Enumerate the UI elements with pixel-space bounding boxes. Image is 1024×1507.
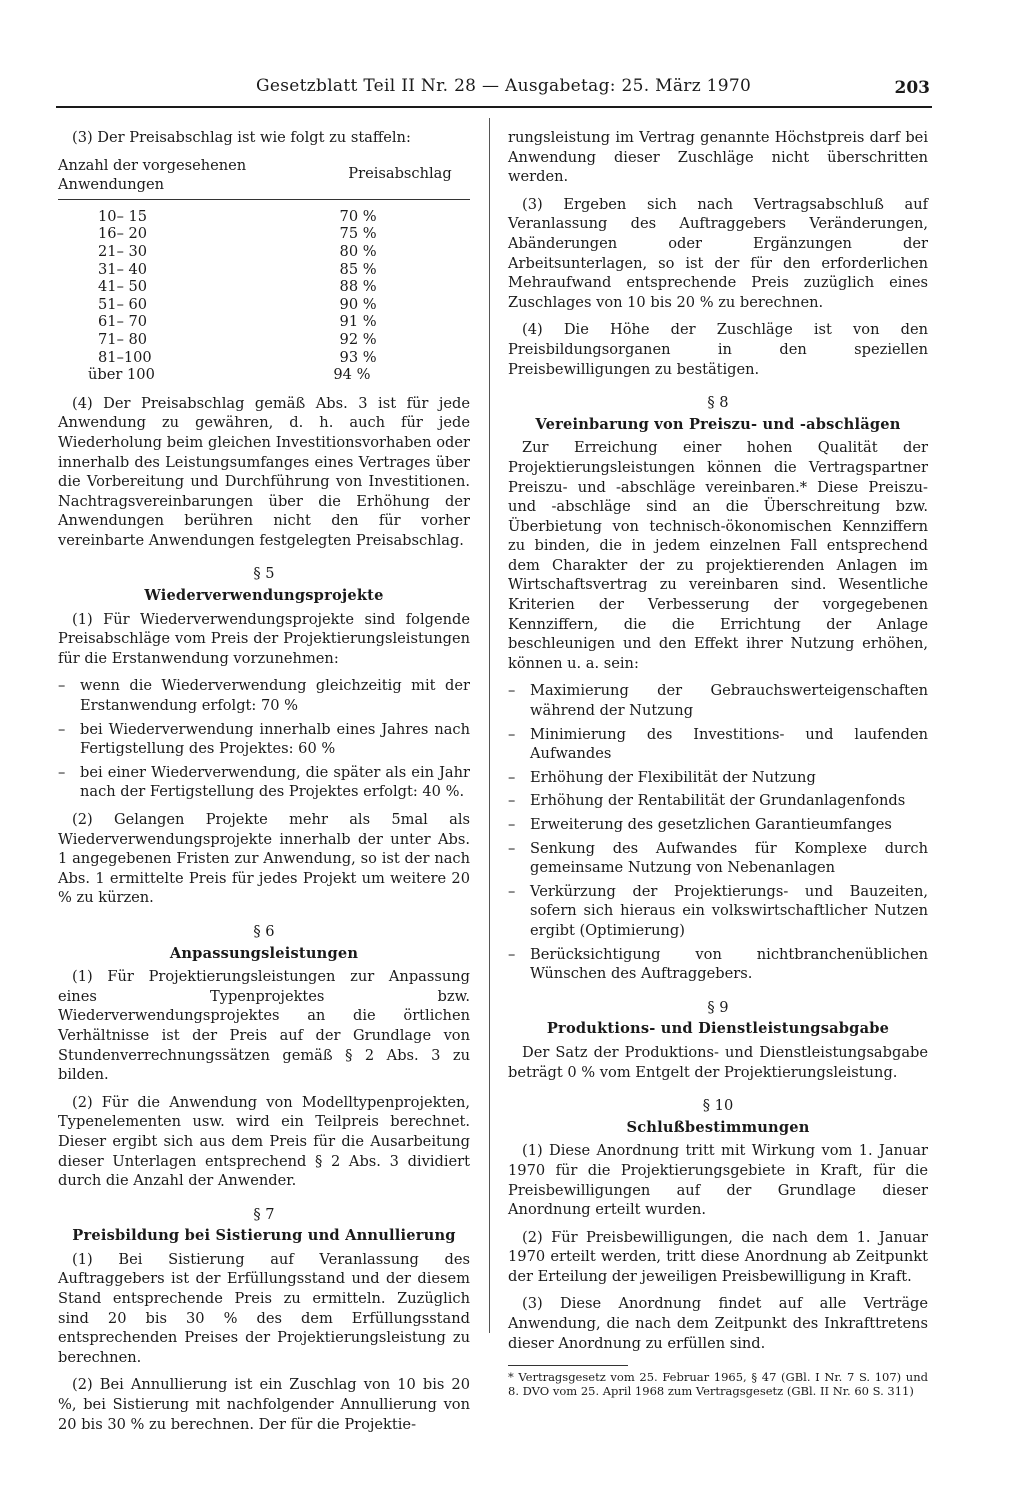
table-cell-range: 71– 80 — [98, 330, 148, 348]
section-number: § 6 — [253, 922, 275, 940]
table-row — [58, 261, 470, 279]
table-cell-value: 88 % — [339, 278, 377, 296]
list-item: – Erhöhung der Rentabilität der Grundanlagenfonds — [508, 791, 928, 811]
table-cell-value: 75 % — [339, 225, 377, 243]
paragraph: (2) Für die Anwendung von Modelltypenprojekten, Typenelementen usw. wird ein Teilpreis berechnet. Dieser ergibt sich aus dem Preis für die Ausarbeitung dieser Unterlagen entsprechend § 2 Abs. 3 dividiert durch die Anzahl der Anwender. — [58, 1093, 470, 1190]
column-divider — [489, 118, 490, 1333]
section-title: Vereinbarung von Preiszu- und -abschlägen — [535, 415, 901, 433]
list-item: – bei einer Wiederverwendung, die später als ein Jahr nach der Fertigstellung des Projektes erfolgt: 40 %. — [58, 763, 470, 802]
table-cell-range: 21– 30 — [98, 242, 148, 260]
paragraph: Der Satz der Produktions- und Dienstleistungsabgabe beträgt 0 % vom Entgelt der Projektierungsleistung. — [508, 1043, 928, 1081]
table-cell-range: 81–100 — [98, 348, 152, 366]
list-item: – Minimierung des Investitions- und laufenden Aufwandes — [508, 725, 928, 764]
table-row — [58, 313, 470, 331]
paragraph: (4) Die Höhe der Zuschläge ist von den Preisbildungsorganen in den speziellen Preisbewilligungen zu bestätigen. — [508, 321, 928, 378]
paragraph: rungsleistung im Vertrag genannte Höchstpreis darf bei Anwendung dieser Zuschläge nicht überschritten werden. — [508, 129, 928, 186]
table-row — [58, 278, 470, 296]
paragraph: (1) Diese Anordnung tritt mit Wirkung vom 1. Januar 1970 für die Projektierungsgebiete in Kraft, für die Preisbewilligungen auf der Grundlage dieser Anordnung erteilt wurden. — [508, 1142, 928, 1219]
footnote-rule — [508, 1365, 628, 1366]
table-row — [58, 349, 470, 367]
table-row — [58, 366, 470, 384]
list-item: – Berücksichtigung von nichtbranchenüblichen Wünschen des Auftraggebers. — [508, 945, 928, 984]
table-header — [58, 156, 470, 200]
table-cell-value: 70 % — [339, 207, 377, 225]
table-cell-range: 51– 60 — [98, 295, 148, 313]
dash-list — [508, 681, 928, 983]
right-column — [508, 128, 928, 1406]
section-number: § 9 — [707, 998, 729, 1016]
section-title: Anpassungsleistungen — [169, 944, 359, 962]
list-item: – wenn die Wiederverwendung gleichzeitig mit der Erstanwendung erfolgt: 70 % — [58, 676, 470, 715]
section-number: § 5 — [253, 565, 275, 583]
list-item: – Erweiterung des gesetzlichen Garantieumfanges — [508, 815, 928, 835]
table-cell-value: 91 % — [339, 313, 377, 331]
left-column — [58, 128, 470, 1442]
section-title: Schlußbestimmungen — [626, 1118, 810, 1136]
paragraph: (2) Für Preisbewilligungen, die nach dem 1. Januar 1970 erteilt werden, tritt diese Anordnung ab Zeitpunkt der Erteilung der jeweiligen Preisbewilligung in Kraft. — [508, 1228, 928, 1285]
section-number: § 7 — [253, 1205, 275, 1223]
list-item: – Maximierung der Gebrauchswerteigenschaften während der Nutzung — [508, 681, 928, 720]
header-title: Gesetzblatt Teil II Nr. 28 — Ausgabetag: 25. März 1970 — [256, 76, 752, 96]
paragraph: (2) Bei Annullierung ist ein Zuschlag von 10 bis 20 %, bei Sistierung mit nachfolgender Annullierung von 20 bis 30 % zu berechnen. Der für die Projektie- — [58, 1376, 470, 1433]
table-cell-value: 94 % — [333, 366, 371, 384]
section-title: Preisbildung bei Sistierung und Annullierung — [72, 1227, 456, 1245]
paragraph: (4) Der Preisabschlag gemäß Abs. 3 ist für jede Anwendung zu gewähren, d. h. auch für jede Wiederholung beim gleichen Investitionsvorhaben oder innerhalb des Leistungsumfanges eines Vertrages über die Vorbereitung und Durchführung von Investitionen. Nachtragsvereinbarungen über die Erhöhung der Anwendungen berühren nicht den für vorher vereinbarte Anwendungen festgelegten Preisabschlag. — [58, 394, 470, 549]
table-row — [58, 296, 470, 314]
table-col1-header: Anzahl der vorgesehenen Anwendungen — [58, 156, 247, 194]
footnote: * Vertragsgesetz vom 25. Februar 1965, § 47 (GBl. I Nr. 7 S. 107) und 8. DVO vom 25. April 1968 zum Vertragsgesetz (GBl. II Nr. 60 S. 311) — [508, 1370, 928, 1399]
paragraph: (1) Für Projektierungsleistungen zur Anpassung eines Typenprojektes bzw. Wiederverwendungsprojektes an die örtlichen Verhältnisse ist der Preis auf der Grundlage von Stundenverrechnungssätzen gemäß § 2 Abs. 3 zu bilden. — [58, 968, 470, 1084]
table-row — [58, 225, 470, 243]
list-item: – bei Wiederverwendung innerhalb eines Jahres nach Fertigstellung des Projektes: 60 % — [58, 720, 470, 759]
paragraph: (3) Diese Anordnung findet auf alle Verträge Anwendung, die nach dem Zeitpunkt des Inkrafttretens dieser Anordnung zu erfüllen sind. — [508, 1295, 928, 1352]
table-row — [58, 243, 470, 261]
table-col2-header: Preisabschlag — [348, 164, 452, 182]
table-cell-value: 92 % — [339, 330, 377, 348]
section-title: Produktions- und Dienstleistungsabgabe — [546, 1020, 890, 1038]
section-number: § 8 — [707, 394, 729, 412]
list-item: – Erhöhung der Flexibilität der Nutzung — [508, 768, 928, 788]
list-item: – Verkürzung der Projektierungs- und Bauzeiten, sofern sich hieraus ein volkswirtschaftlicher Nutzen ergibt (Optimierung) — [508, 882, 928, 941]
price-table — [58, 208, 470, 384]
table-row — [58, 331, 470, 349]
table-cell-value: 80 % — [339, 242, 377, 260]
table-cell-range: 61– 70 — [98, 313, 148, 331]
table-cell-range: 31– 40 — [98, 260, 148, 278]
list-item: – Senkung des Aufwandes für Komplexe durch gemeinsame Nutzung von Nebenanlagen — [508, 839, 928, 878]
table-cell-range: 10– 15 — [98, 207, 148, 225]
section-number: § 10 — [702, 1097, 734, 1115]
table-cell-range: über 100 — [88, 366, 155, 384]
table-cell-value: 90 % — [339, 295, 377, 313]
dash-list — [58, 676, 470, 802]
table-row — [58, 208, 470, 226]
paragraph: (1) Für Wiederverwendungsprojekte sind folgende Preisabschläge vom Preis der Projektierungsleistungen für die Erstanwendung vorzunehmen: — [58, 610, 470, 667]
table-cell-value: 93 % — [339, 348, 377, 366]
section-title: Wiederverwendungsprojekte — [144, 587, 384, 605]
paragraph: (1) Bei Sistierung auf Veranlassung des Auftraggebers ist der Erfüllungsstand und der diesem Stand entsprechende Preis zu ermitteln. Zuzüglich sind 20 bis 30 % des dem Erfüllungsstand entsprechenden Preises der Projektierungsleistung zu berechnen. — [58, 1250, 470, 1366]
table-intro: (3) Der Preisabschlag ist wie folgt zu staffeln: — [72, 129, 411, 146]
table-cell-range: 16– 20 — [98, 225, 148, 243]
paragraph: Zur Erreichung einer hohen Qualität der Projektierungsleistungen können die Vertragspartner Preiszu- und -abschläge vereinbaren.* Diese Preiszu- und -abschläge sind an die Überschreitung bzw. Überbietung von technisch-ökonomischen Kennziffern zu binden, die in jedem einzelnen Fall entsprechend dem Charakter der zu projektierenden Anlagen im Wirtschaftsvertrag zu vereinbaren sind. Wesentliche Kriterien der Verbesserung der vorgegebenen Kennziffern, die die Errichtung der Anlage beschleunigen und den Effekt ihrer Nutzung erhöhen, können u. a. sein: — [508, 439, 928, 672]
paragraph: (3) Ergeben sich nach Vertragsabschluß auf Veranlassung des Auftraggebers Veränderungen, Abänderungen oder Ergänzungen der Arbeitsunterlagen, so ist der für den erforderlichen Mehraufwand entsprechende Preis zuzüglich eines Zuschlages von 10 bis 20 % zu berechnen. — [508, 195, 928, 311]
page-number: 203 — [894, 78, 930, 98]
table-cell-range: 41– 50 — [98, 278, 148, 296]
page-header — [56, 76, 932, 108]
paragraph: (2) Gelangen Projekte mehr als 5mal als Wiederverwendungsprojekte innerhalb der unter Abs. 1 angegebenen Fristen zur Anwendung, so ist der nach Abs. 1 ermittelte Preis für jedes Projekt um weitere 20 % zu kürzen. — [58, 811, 470, 907]
table-cell-value: 85 % — [339, 260, 377, 278]
